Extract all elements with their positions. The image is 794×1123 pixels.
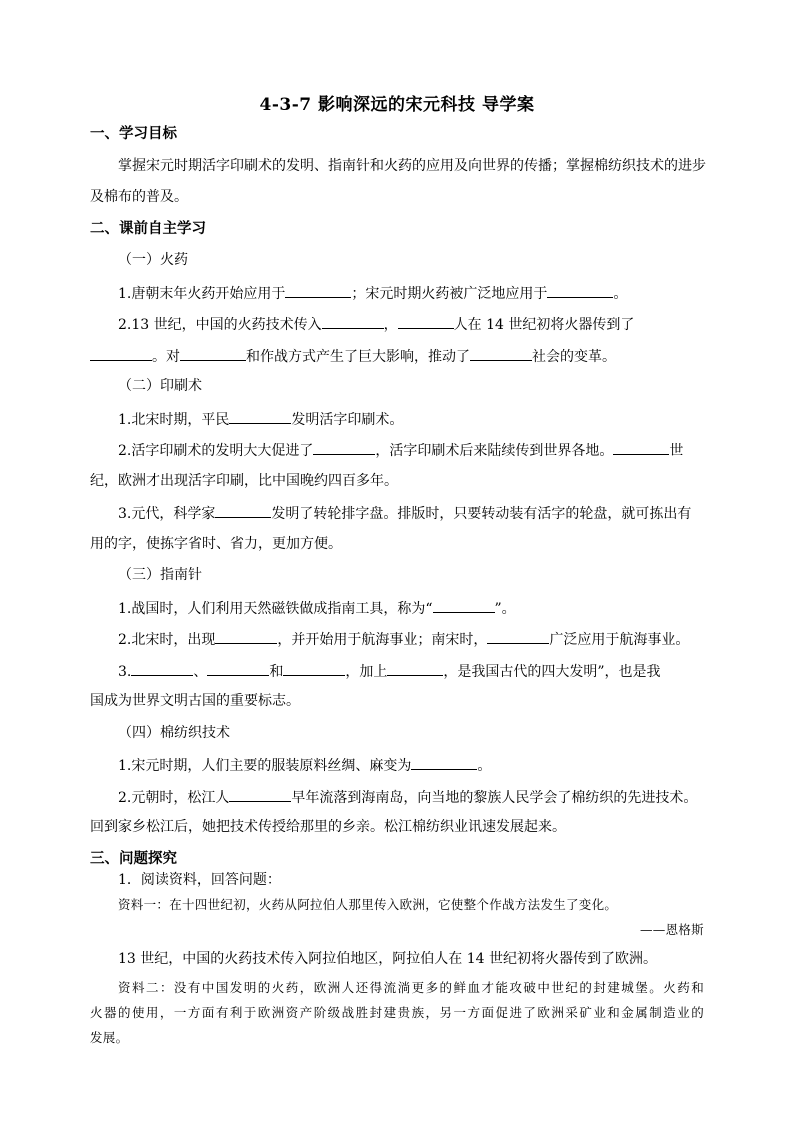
question-text: 3.元代，科学家 [118,506,216,522]
fill-blank[interactable] [283,662,345,676]
question-text: 发明了转轮排字盘。排版时，只要转动装有活字的轮盘，就可拣出有 [271,506,692,522]
question-text: ， [383,317,398,333]
fill-blank[interactable] [398,315,454,329]
printing-question-3-line2: 用的字，使拣字省时、省力，更加方便。 [90,536,342,552]
material-2-line1: 资料二：没有中国发明的火药，欧洲人还得流淌更多的鲜血才能攻破中世纪的封建城堡。火药和 [118,980,704,995]
material-1-note: 13 世纪，中国的火药技术传入阿拉伯地区，阿拉伯人在 14 世纪初将火器传到了欧洲。 [118,951,657,967]
question-text: 和作战方式产生了巨大影响，推动了 [246,349,470,365]
compass-question-3-line2: 国成为世界文明古国的重要标志。 [90,693,300,709]
question-text: ，是我国古代的四大发明”，也是我 [443,664,661,680]
compass-question-1 [118,599,704,617]
question-text: ，加上 [345,664,388,680]
question-text: 3. [118,664,132,680]
learning-goals-text-line1: 掌握宋元时期活字印刷术的发明、指南针和火药的应用及向世界的传播；掌握棉纺织技术的进步 [118,158,706,174]
question-text: 和 [269,664,284,680]
compass-question-3-line1 [118,662,704,680]
gunpowder-question-2-line1 [118,315,704,333]
question-text: 2.元朝时，松江人 [118,790,230,806]
question-text: ”。 [494,601,516,617]
material-2-line2: 火器的使用，一方面有利于欧洲资产阶级战胜封建贵族，另一方面促进了欧洲采矿业和金属制造业的 [90,1005,704,1020]
material-1-source: ——恩格斯 [639,922,704,937]
material-1-text: 资料一：在十四世纪初，火药从阿拉伯人那里传入欧洲，它使整个作战方法发生了变化。 [118,897,618,912]
fill-blank[interactable] [313,441,375,455]
fill-blank[interactable] [215,630,277,644]
question-text: ，活字印刷术后来陆续传到世界各地。 [375,443,614,459]
question-text: 2.13 世纪，中国的火药技术传入 [118,317,322,333]
question-text: 广泛应用于航海事业。 [549,632,690,648]
question-text: 、 [193,664,208,680]
question-text: 早年流落到海南岛，向当地的黎族人民学会了棉纺织的先进技术。 [291,790,698,806]
question-text: 2.活字印刷术的发明大大促进了 [118,443,314,459]
section-heading-learning-goals: 一、学习目标 [90,125,177,142]
fill-blank[interactable] [229,410,291,424]
fill-blank[interactable] [90,347,152,361]
fill-blank[interactable] [180,347,246,361]
question-text: ；宋元时期火药被广泛地应用于 [351,286,548,302]
section-heading-self-study: 二、课前自主学习 [90,220,206,237]
question-text: 人在 14 世纪初将火器传到了 [453,317,635,333]
question-text: 社会的变革。 [532,349,616,365]
subheading-printing: （二）印刷术 [118,378,202,394]
learning-goals-text-line2: 及棉布的普及。 [90,189,188,205]
fill-blank[interactable] [229,788,291,802]
question-text: 。 [613,286,628,302]
cotton-question-2-line1 [118,788,704,806]
cotton-question-2-line2: 回到家乡松江后，她把技术传授给那里的乡亲。松江棉纺织业讯速发展起来。 [90,819,566,835]
question-text: 发明活字印刷术。 [291,412,404,428]
fill-blank[interactable] [387,662,443,676]
fill-blank[interactable] [131,662,193,676]
question-text: 。 [477,758,492,774]
fill-blank[interactable] [207,662,269,676]
question-text: 世 [669,443,684,459]
cotton-question-1 [118,756,704,774]
fill-blank[interactable] [547,284,613,298]
fill-blank[interactable] [613,441,669,455]
fill-blank[interactable] [433,599,495,613]
section-heading-inquiry: 三、问题探究 [90,850,177,867]
fill-blank[interactable] [285,284,351,298]
material-2-line3: 发展。 [90,1030,129,1045]
subheading-gunpowder: （一）火药 [118,252,188,268]
question-text: 2.北宋时，出现 [118,632,216,648]
compass-question-2 [118,630,704,648]
subheading-compass: （三）指南针 [118,567,202,583]
gunpowder-question-1 [118,284,704,302]
question-text: 。对 [152,349,180,365]
printing-question-2-line2: 纪，欧洲才出现活字印刷，比中国晚约四百多年。 [90,473,398,489]
question-text: 1.唐朝末年火药开始应用于 [118,286,286,302]
printing-question-3-line1 [118,504,704,522]
question-text: 1.战国时，人们利用天然磁铁做成指南工具，称为“ [118,601,433,617]
question-text: ，并开始用于航海事业；南宋时， [277,632,488,648]
fill-blank[interactable] [487,630,549,644]
fill-blank[interactable] [215,504,271,518]
inquiry-question-1: 1．阅读资料，回答问题： [118,872,281,888]
fill-blank[interactable] [322,315,384,329]
printing-question-1 [118,410,704,428]
fill-blank[interactable] [470,347,532,361]
question-text: 1.北宋时期，平民 [118,412,230,428]
subheading-cotton-textile: （四）棉纺织技术 [118,725,230,741]
fill-blank[interactable] [411,756,477,770]
gunpowder-question-2-line2 [90,347,704,365]
printing-question-2-line1 [118,441,704,459]
question-text: 1.宋元时期，人们主要的服装原料丝绸、麻变为 [118,758,412,774]
document-title: 4-3-7 影响深远的宋元科技 导学案 [259,95,535,115]
